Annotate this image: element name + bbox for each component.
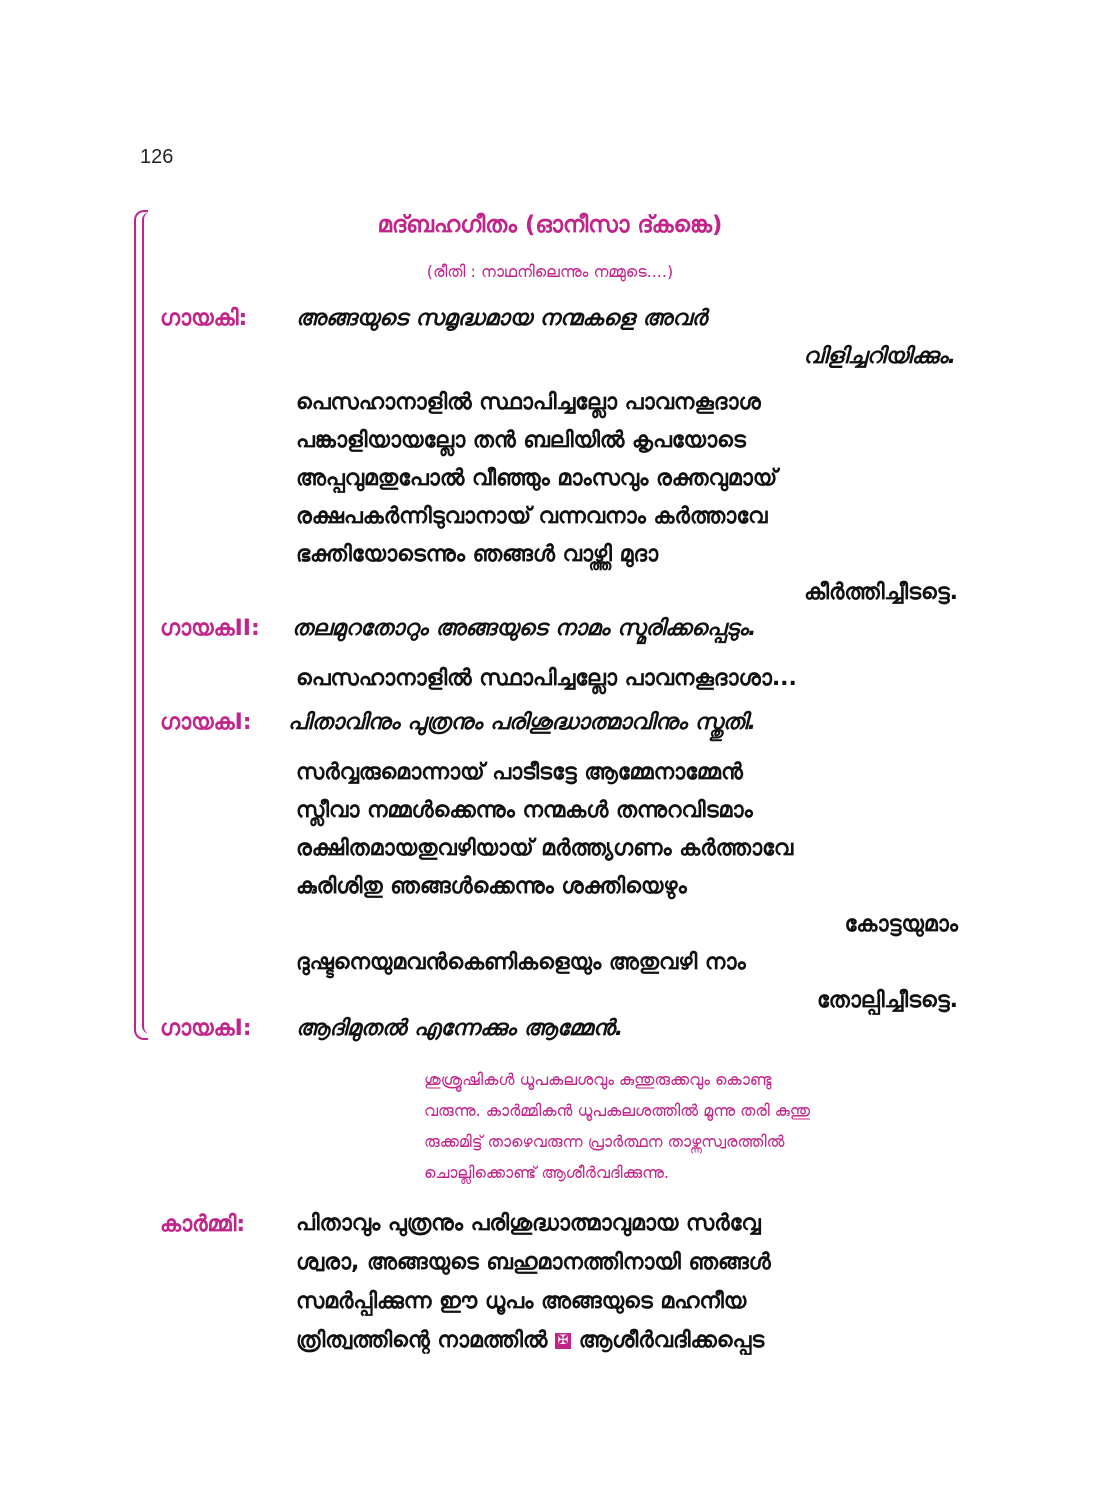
prayer-text: ആശീർവദിക്കപ്പെട [578, 1328, 765, 1353]
verse-line: രക്ഷപകർന്നിടുവാനായ് വന്നവനാം കർത്താവേ [296, 504, 768, 529]
rubric-line: വരുന്നു. കാർമ്മികൻ ധൂപകലശത്തിൽ മൂന്നു തരി കുന്തു [424, 1101, 811, 1120]
speaker-label: ഗായകI: [160, 710, 252, 735]
response-text: പിതാവിനും പുത്രനും പരിശുദ്ധാത്മാവിനും സ്തുതി. [288, 710, 757, 735]
verse-line: കോട്ടയുമാം [844, 912, 958, 937]
response-text: ആദിമുതൽ എന്നേക്കും ആമ്മേൻ. [296, 1016, 624, 1041]
verse-line: പെസഹാനാളിൽ സ്ഥാപിച്ചല്ലോ പാവനകൂദാശാ... [296, 666, 797, 691]
verse-block [296, 660, 958, 698]
response-text: തലമുറതോറും അങ്ങയുടെ നാമം സ്മരിക്കപ്പെടും. [292, 616, 757, 641]
verse-line: രക്ഷിതമായതുവഴിയായ് മർത്ത്യഗണം കർത്താവേ [296, 836, 794, 861]
verse-block [296, 384, 958, 612]
prayer-text: ത്രിത്വത്തിന്റെ നാമത്തിൽ [296, 1328, 548, 1353]
verse-line: സ്ലീവാ നമ്മൾക്കെന്നും നന്മകൾ തന്നുറവിടമാം [296, 798, 753, 823]
verse-block [296, 754, 958, 1020]
celebrant-label: കാർമ്മി: [160, 1212, 246, 1237]
verse-line: കീർത്തിച്ചീടട്ടെ. [804, 580, 958, 605]
verse-line: കുരിശിതു ഞങ്ങൾക്കെന്നും ശക്തിയെഴും [296, 874, 687, 899]
tune-note: (രീതി : നാഥനിലെന്നും നമ്മുടെ....) [426, 262, 674, 281]
speaker-label: ഗായകI: [160, 1016, 252, 1041]
speaker-label: ഗായകി: [160, 306, 248, 331]
speaker-label: ഗായകII: [160, 616, 260, 641]
prayer-line: പിതാവും പുത്രനും പരിശുദ്ധാത്മാവുമായ സർവ്വേ [296, 1211, 761, 1236]
verse-line: ഭക്തിയോടെന്നും ഞങ്ങൾ വാഴ്ത്തി മുദാ [296, 542, 659, 567]
verse-line: പെസഹാനാളിൽ സ്ഥാപിച്ചല്ലോ പാവനകൂദാശ [296, 390, 761, 415]
rubric-note [424, 1064, 969, 1188]
page-number: 126 [140, 146, 174, 168]
verse-line: പങ്കാളിയായല്ലോ തൻ ബലിയിൽ കൃപയോടെ [296, 428, 746, 453]
rubric-line: ചൊല്ലിക്കൊണ്ട് ആശീർവദിക്കുന്നു. [424, 1163, 669, 1182]
prayer-line: ശ്വരാ, അങ്ങയുടെ ബഹുമാനത്തിനായി ഞങ്ങൾ [296, 1250, 771, 1275]
response-text-continued: വിളിച്ചറിയിക്കും. [803, 344, 956, 369]
verse-line: ദുഷ്ടനെയുമവൻകെണികളെയും അതുവഴി നാം [296, 950, 746, 975]
celebrant-prayer [296, 1204, 976, 1360]
verse-line: സർവ്വരുമൊന്നായ് പാടീടട്ടേ ആമ്മേനാമ്മേൻ [296, 760, 743, 785]
rubric-line: ശുശ്രൂഷികൾ ധൂപകലശവും കുന്തുരുക്കവും കൊണ്ടു [424, 1070, 772, 1089]
section-bracket-inner [142, 212, 152, 1034]
verse-line: അപ്പവുമതുപോൽ വീഞ്ഞും മാംസവും രക്തവുമായ് [296, 466, 778, 491]
prayer-line-last [296, 1321, 976, 1360]
hymn-title: മദ്ബഹഗീതം (ഓനീസാ ദ്കങ്കെ) [377, 212, 723, 238]
prayer-line: സമർപ്പിക്കുന്ന ഈ ധൂപം അങ്ങയുടെ മഹനീയ [296, 1289, 747, 1314]
verse-line: തോല്പിച്ചീടട്ടെ. [817, 988, 958, 1013]
cross-icon: ✠ [555, 1333, 571, 1349]
response-text: അങ്ങയുടെ സമൃദ്ധമായ നന്മകളെ അവർ [296, 306, 707, 331]
rubric-line: രുക്കമിട്ട് താഴെവരുന്ന പ്രാർത്ഥന താഴ്ന്നസ്വരത്തിൽ [424, 1132, 785, 1151]
